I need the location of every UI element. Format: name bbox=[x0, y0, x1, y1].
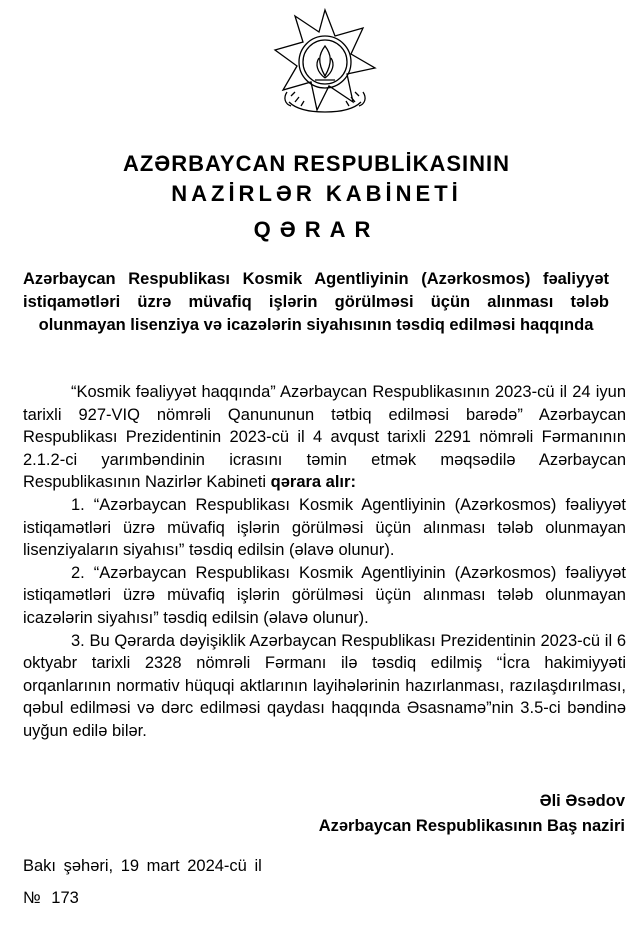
signatory-position: Azərbaycan Respublikasının Baş naziri bbox=[318, 817, 625, 835]
document-body bbox=[23, 381, 626, 743]
header-body: NAZİRLƏR KABİNETİ bbox=[171, 181, 462, 206]
place-date: Bakı şəhəri, 19 mart 2024-cü il bbox=[23, 857, 262, 875]
document-number: № 173 bbox=[23, 889, 79, 907]
preamble bbox=[23, 381, 626, 494]
item-3: 3. Bu Qərarda dəyişiklik Azərbaycan Respublikası Prezidentinin 2023-cü il 6 oktyabr tarixli 2328 nömrəli Fərmanı ilə təsdiq edilmiş “İcra hakimiyyəti orqanlarının normativ hüquqi aktlarının layihələrinin hazırlanması, razılaşdırılması, qəbul edilməsi və dərc edilməsi qaydası haqqında Əsasnamə”nin 3.5-ci bəndinə uyğun edilə bilər. bbox=[23, 631, 626, 740]
decision-phrase: qərara alır: bbox=[270, 473, 356, 492]
state-emblem-icon bbox=[269, 6, 381, 118]
item-1: 1. “Azərbaycan Respublikası Kosmik Agentliyinin (Azərkosmos) fəaliyyət istiqamətləri üzrə müvafiq işlərin görülməsi üçün alınması tələb olunmayan lisenziyaların siyahısı” təsdiq edilsin (əlavə olunur). bbox=[23, 495, 626, 560]
document-subject: Azərbaycan Respublikası Kosmik Agentliyinin (Azərkosmos) fəaliyyət istiqamətləri üzrə müvafiq işlərin görülməsi üçün alınması tələb olunmayan lisenziya və icazələrin siyahısının təsdiq edilməsi haqqında bbox=[23, 270, 609, 334]
preamble-text: “Kosmik fəaliyyət haqqında” Azərbaycan Respublikasının 2023-cü il 24 iyun tarixli 927-VIQ nömrəli Qanununun tətbiq edilməsi barədə” Azərbaycan Respublikası Prezidentinin 2023-cü il 4 avqust tarixli 2291 nömrəli Fərmanının 2.1.2-ci yarımbəndinin icrasını təmin etmək məqsədilə Azərbaycan Respublikasının Nazirlər Kabineti bbox=[23, 383, 626, 492]
signatory-name: Əli Əsədov bbox=[539, 792, 625, 810]
header-country: AZƏRBAYCAN RESPUBLİKASININ bbox=[122, 151, 511, 176]
document-type: QƏRAR bbox=[253, 217, 380, 242]
item-2: 2. “Azərbaycan Respublikası Kosmik Agentliyinin (Azərkosmos) fəaliyyət istiqamətləri üzrə müvafiq işlərin görülməsi üçün alınması tələb olunmayan icazələrin siyahısı” təsdiq edilsin (əlavə olunur). bbox=[23, 563, 626, 627]
